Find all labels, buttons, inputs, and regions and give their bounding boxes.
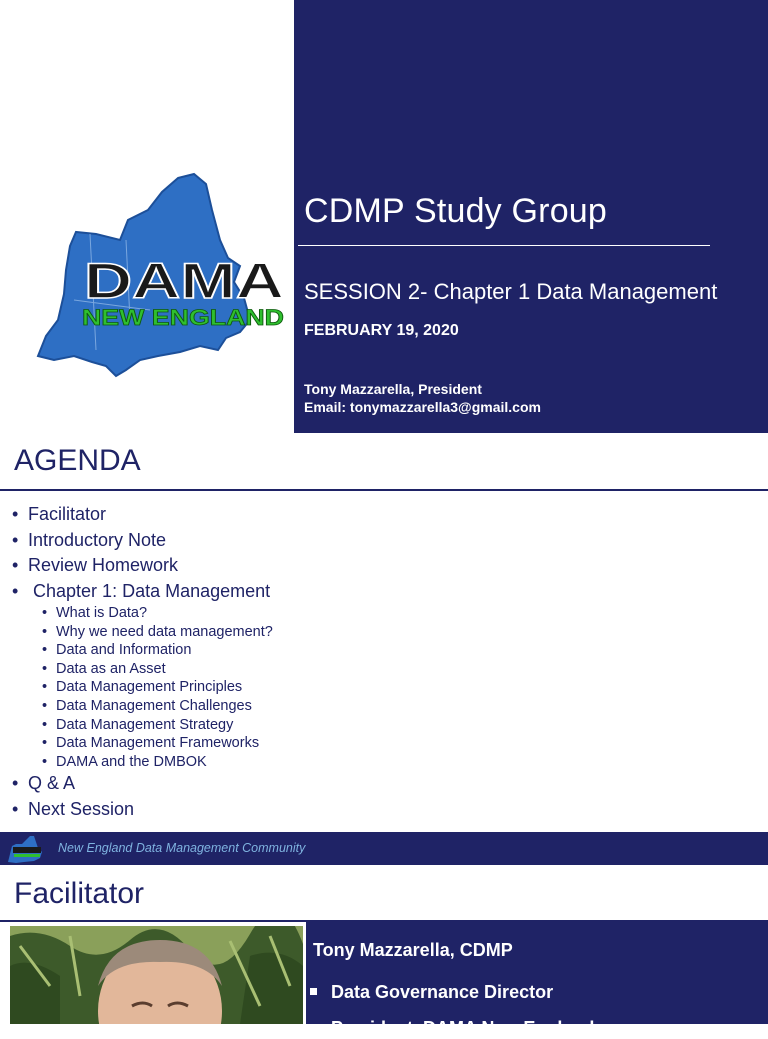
- agenda-title: AGENDA: [14, 444, 141, 477]
- facilitator-bullet: [308, 982, 553, 1003]
- agenda-list: [12, 502, 273, 822]
- new-england-wordmark: NEW ENGLAND: [82, 305, 284, 330]
- agenda-subitem: • Why we need data management?: [42, 623, 273, 642]
- agenda-item: • Review Homework: [12, 553, 273, 579]
- agenda-divider: [0, 489, 768, 491]
- slide-title: CDMP Study Group: [304, 192, 608, 230]
- session-subtitle: SESSION 2- Chapter 1 Data Management: [304, 279, 718, 304]
- agenda-subitem: • DAMA and the DMBOK: [42, 753, 273, 772]
- agenda-item: • Q & A: [12, 771, 273, 797]
- agenda-subitem: • What is Data?: [42, 604, 273, 623]
- facilitator-name: Tony Mazzarella, CDMP: [313, 940, 513, 960]
- agenda-sublist: [42, 604, 273, 771]
- agenda-subitem: • Data Management Strategy: [42, 716, 273, 735]
- agenda-item: • Next Session: [12, 797, 273, 823]
- agenda-item-chapter: [12, 579, 273, 772]
- facilitator-bullet-text: Data Governance Director: [331, 982, 554, 1002]
- facilitator-bullet-text: President, DAMA New England: [331, 1018, 595, 1038]
- dama-new-england-logo: [30, 170, 292, 385]
- facilitator-title: Facilitator: [14, 877, 145, 910]
- agenda-subitem: • Data Management Principles: [42, 678, 273, 697]
- square-bullet-icon: [310, 988, 317, 995]
- presenter-name: Tony Mazzarella, President: [304, 381, 482, 397]
- facilitator-photo: [10, 926, 303, 1024]
- agenda-subitem: • Data Management Challenges: [42, 697, 273, 716]
- agenda-subitem: • Data as an Asset: [42, 660, 273, 679]
- presenter-email: Email: tonymazzarella3@gmail.com: [304, 399, 541, 415]
- agenda-item: • Facilitator: [12, 502, 273, 528]
- facilitator-panel: [306, 922, 768, 1024]
- session-date: FEBRUARY 19, 2020: [304, 322, 459, 339]
- title-divider: [298, 245, 710, 246]
- agenda-subitem: • Data Management Frameworks: [42, 734, 273, 753]
- dama-wordmark: DAMA: [84, 253, 284, 309]
- square-bullet-icon: [310, 1024, 317, 1031]
- agenda-item: • Introductory Note: [12, 528, 273, 554]
- footer-text: New England Data Management Community: [58, 841, 306, 855]
- agenda-item-label: Chapter 1: Data Management: [33, 580, 271, 601]
- agenda-subitem: • Data and Information: [42, 641, 273, 660]
- facilitator-bullet: [308, 1018, 594, 1039]
- footer-logo-icon: [4, 834, 48, 864]
